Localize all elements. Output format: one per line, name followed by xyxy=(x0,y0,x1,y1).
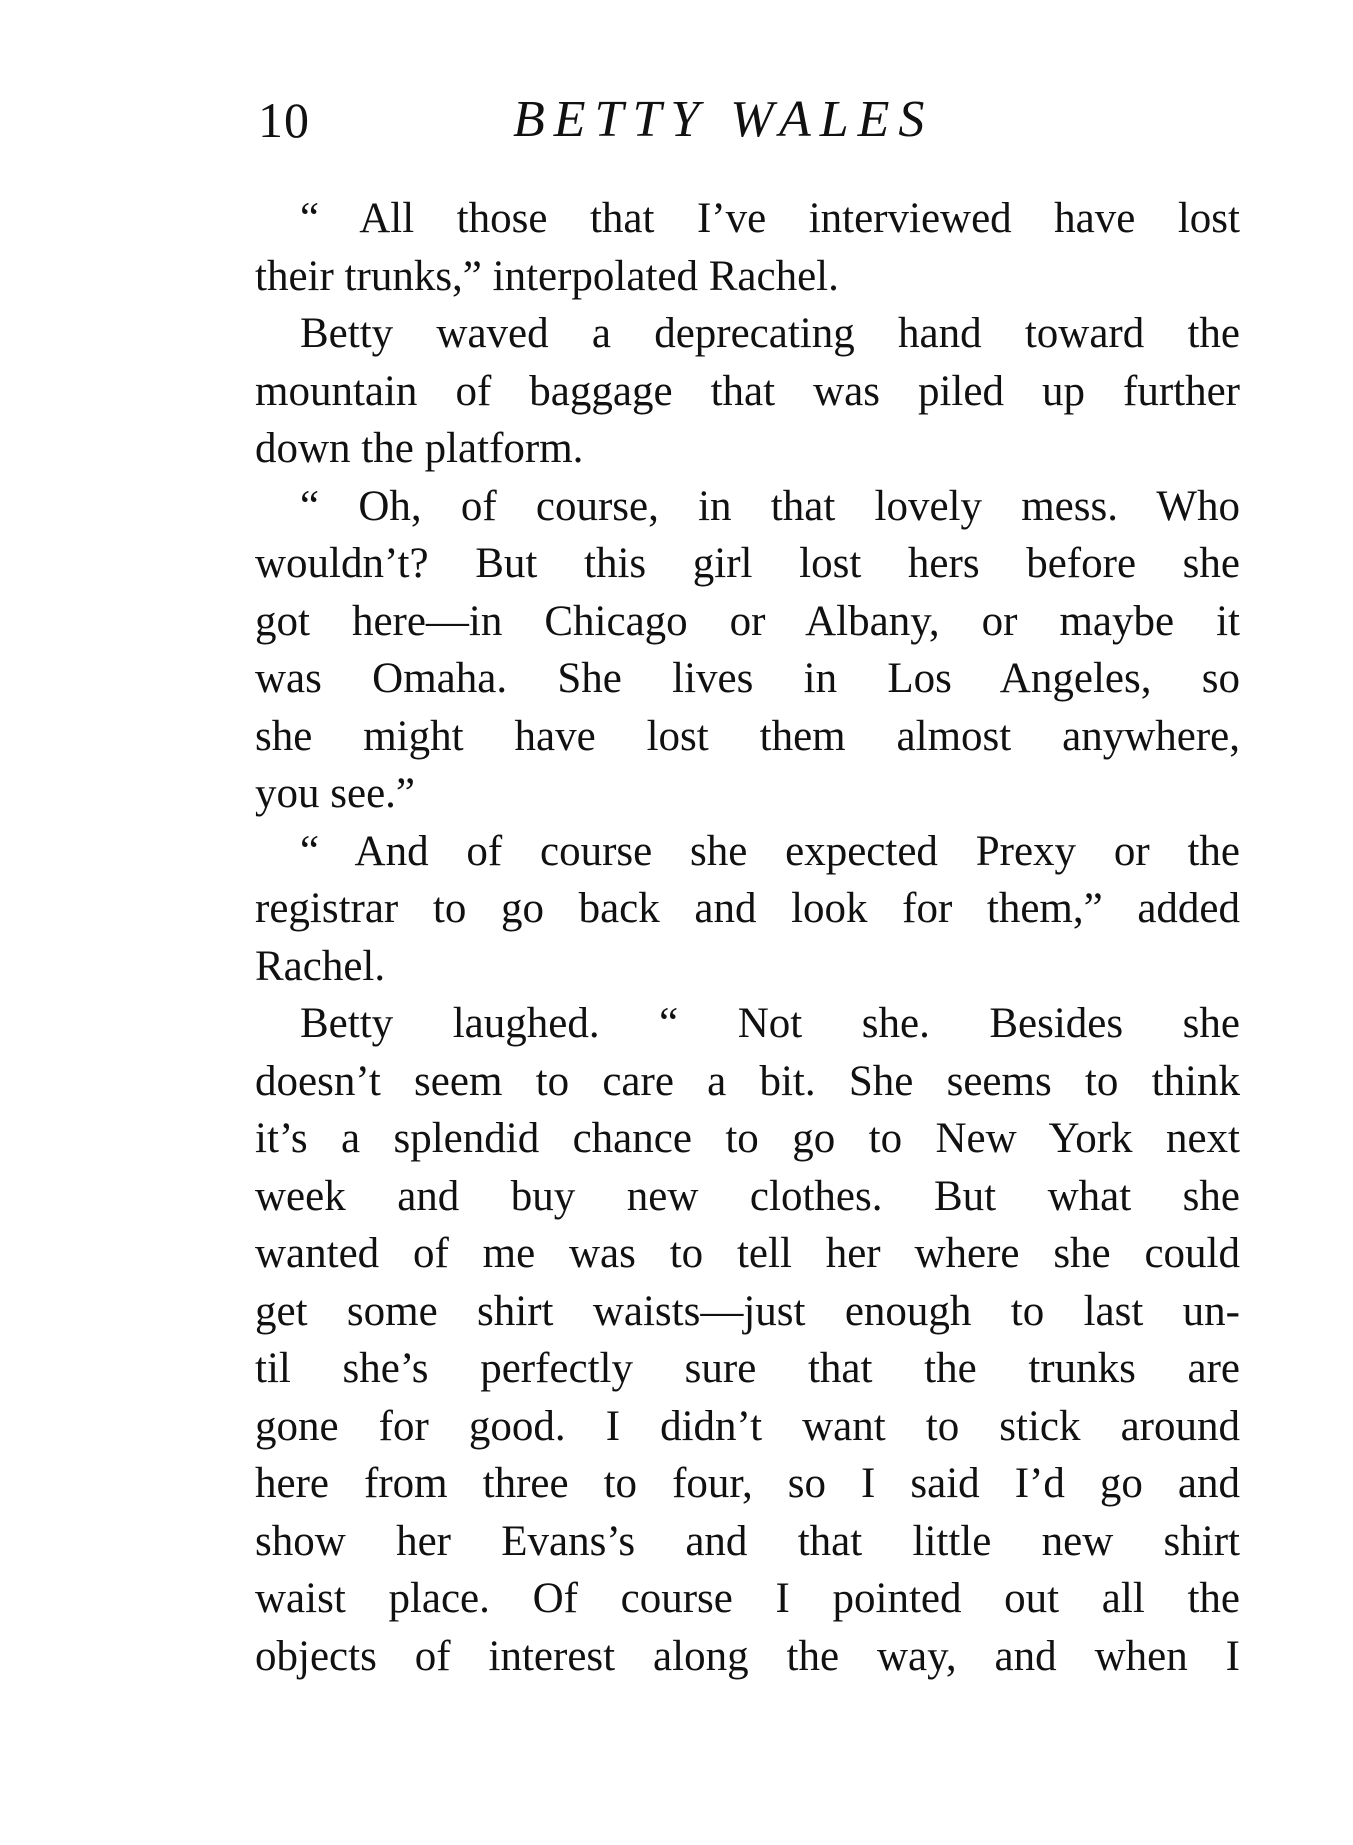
text-line: objects of interest along the way, and when I xyxy=(255,1632,1240,1680)
text-line: “ All those that I’ve interviewed have lost xyxy=(300,195,1240,242)
text-line: got here—in Chicago or Albany, or maybe it xyxy=(255,597,1240,645)
text-line: wouldn’t? But this girl lost hers before she xyxy=(255,540,1240,587)
body-text xyxy=(255,190,1240,1685)
text-line: get some shirt waists—just enough to last un- xyxy=(255,1287,1240,1335)
text-line: “ Oh, of course, in that lovely mess. Who xyxy=(300,482,1240,530)
text-line: Betty laughed. “ Not she. Besides she xyxy=(300,1000,1240,1047)
page-number: 10 xyxy=(258,92,310,148)
text-line: here from three to four, so I said I’d go and xyxy=(255,1460,1240,1507)
text-line: registrar to go back and look for them,” added xyxy=(255,885,1240,932)
text-line: Betty waved a deprecating hand toward the xyxy=(300,310,1240,357)
text-line: mountain of baggage that was piled up further xyxy=(255,367,1240,415)
text-line: waist place. Of course I pointed out all the xyxy=(255,1575,1240,1622)
text-line: gone for good. I didn’t want to stick around xyxy=(255,1402,1240,1450)
running-title: BETTY WALES xyxy=(513,91,934,148)
page-header xyxy=(258,85,1218,155)
text-line: til she’s perfectly sure that the trunks are xyxy=(255,1345,1240,1392)
text-line: she might have lost them almost anywhere, xyxy=(255,712,1240,760)
text-line: was Omaha. She lives in Los Angeles, so xyxy=(255,655,1240,702)
text-line: show her Evans’s and that little new shirt xyxy=(255,1517,1240,1565)
text-line: down the platform. xyxy=(255,425,584,472)
text-line: week and buy new clothes. But what she xyxy=(255,1172,1240,1220)
text-line: you see.” xyxy=(255,770,415,817)
text-line: “ And of course she expected Prexy or the xyxy=(300,827,1240,875)
text-line: doesn’t seem to care a bit. She seems to think xyxy=(255,1057,1240,1105)
text-line: their trunks,” interpolated Rachel. xyxy=(255,252,839,300)
text-line: it’s a splendid chance to go to New York next xyxy=(255,1115,1240,1162)
text-line: wanted of me was to tell her where she could xyxy=(255,1230,1240,1277)
text-line: Rachel. xyxy=(255,942,386,990)
